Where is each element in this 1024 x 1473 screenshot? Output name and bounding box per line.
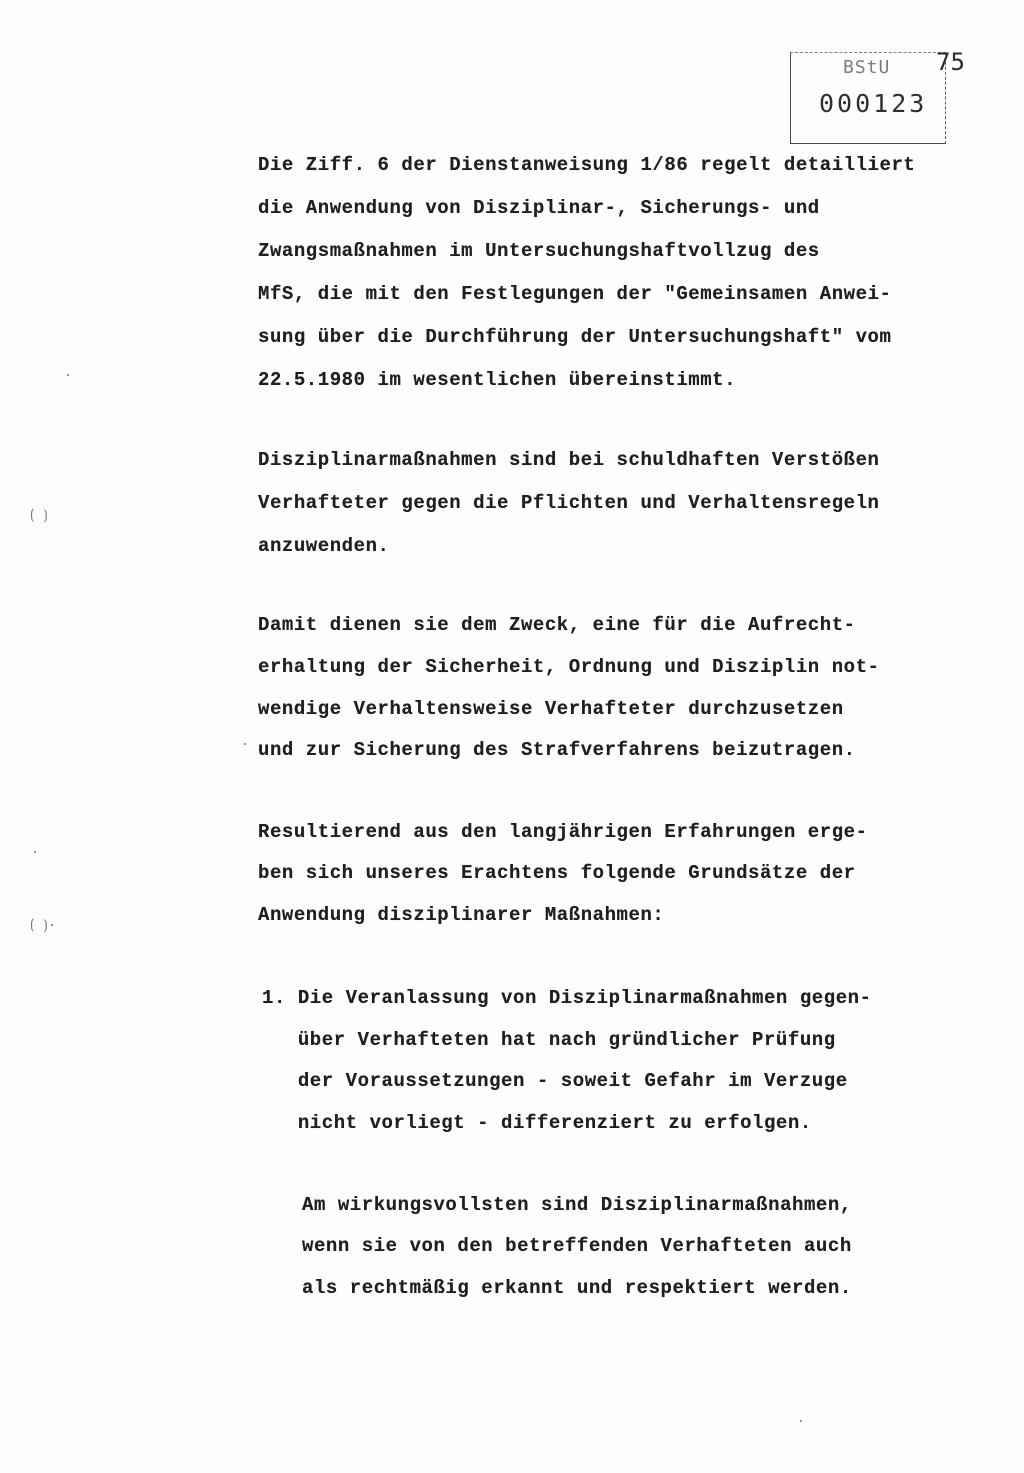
stamp-label: BStU — [843, 57, 891, 78]
text-line: Verhafteter gegen die Pflichten und Verhaltensregeln — [258, 492, 880, 514]
text-line: wenn sie von den betreffenden Verhafteten auch — [302, 1235, 852, 1257]
text-line: und zur Sicherung des Strafverfahrens beizutragen. — [258, 739, 856, 761]
paper-speck — [244, 743, 246, 745]
text-line: Am wirkungsvollsten sind Disziplinarmaßnahmen, — [302, 1194, 852, 1216]
text-line: anzuwenden. — [258, 535, 390, 557]
numbered-item-line: nicht vorliegt - differenziert zu erfolgen. — [262, 1112, 812, 1134]
text-line: ben sich unseres Erachtens folgende Grundsätze der — [258, 862, 856, 884]
paper-speck — [34, 851, 36, 853]
text-line: Zwangsmaßnahmen im Untersuchungshaftvollzug des — [258, 240, 820, 262]
text-line: als rechtmäßig erkannt und respektiert werden. — [302, 1277, 852, 1299]
text-line: Disziplinarmaßnahmen sind bei schuldhaften Verstößen — [258, 449, 880, 471]
text-line: Damit dienen sie dem Zweck, eine für die Aufrecht- — [258, 614, 856, 636]
paper-speck — [800, 1420, 802, 1422]
numbered-item-line: der Voraussetzungen - soweit Gefahr im Verzuge — [262, 1070, 848, 1092]
archive-stamp — [790, 52, 946, 144]
text-line: 22.5.1980 im wesentlichen übereinstimmt. — [258, 369, 737, 391]
numbered-item-line: über Verhafteten hat nach gründlicher Prüfung — [262, 1029, 836, 1051]
margin-punch-mark: ⟮ ⟯· — [30, 918, 57, 934]
stamp-number: 000123 — [819, 89, 928, 118]
numbered-item-line: 1. Die Veranlassung von Disziplinarmaßnahmen gegen- — [262, 987, 872, 1009]
paper-speck — [67, 374, 69, 376]
text-line: erhaltung der Sicherheit, Ordnung und Disziplin not- — [258, 656, 880, 678]
margin-punch-mark: ⟮ ⟯ — [30, 508, 48, 524]
text-line: MfS, die mit den Festlegungen der "Gemeinsamen Anwei- — [258, 283, 892, 305]
page-number: 75 — [936, 48, 965, 76]
text-line: wendige Verhaltensweise Verhafteter durchzusetzen — [258, 698, 844, 720]
text-line: Resultierend aus den langjährigen Erfahrungen erge- — [258, 821, 868, 843]
text-line: Die Ziff. 6 der Dienstanweisung 1/86 regelt detailliert — [258, 154, 916, 176]
text-line: die Anwendung von Disziplinar-, Sicherungs- und — [258, 197, 820, 219]
text-line: sung über die Durchführung der Untersuchungshaft" vom — [258, 326, 892, 348]
text-line: Anwendung disziplinarer Maßnahmen: — [258, 904, 665, 926]
